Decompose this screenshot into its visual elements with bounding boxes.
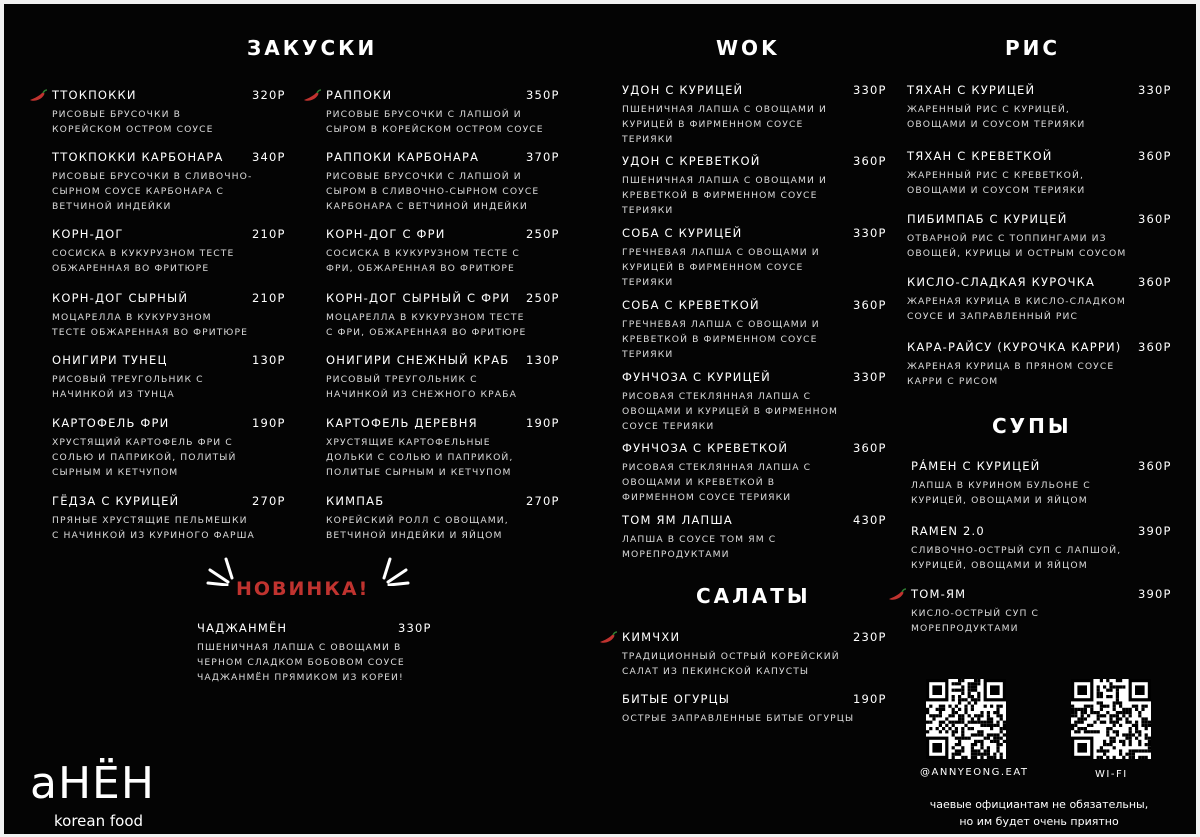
description-line: ФРИ, ОБЖАРЕННАЯ ВО ФРИТЮРЕ: [326, 263, 515, 274]
sparkle-lines-icon: [380, 556, 410, 590]
item-name: КИМЧХИ: [622, 630, 681, 644]
item-description: [326, 372, 517, 402]
description-line: КРЕВЕТКОЙ В ФИРМЕННОМ СОУСЕ: [622, 190, 818, 201]
item-price: 330Р: [853, 83, 887, 97]
item-name: ТТОКПОККИ КАРБОНАРА: [52, 150, 224, 164]
description-line: ОВОЩАМИ И КРЕВЕТКОЙ В: [622, 477, 776, 488]
item-description: [52, 435, 237, 480]
item-description: [622, 532, 776, 562]
item-price: 370Р: [526, 150, 560, 164]
wifi-label: WI-FI: [1095, 769, 1128, 780]
description-line: ТЕРИЯКИ: [622, 134, 674, 145]
zakuski-title: ЗАКУСКИ: [247, 36, 378, 60]
item-price: 390Р: [1138, 587, 1172, 601]
item-name: КОРН-ДОГ СЫРНЫЙ: [52, 291, 189, 305]
item-name: ТОМ-ЯМ: [911, 587, 967, 601]
tips-line: чаевые официантам не обязательны,: [929, 798, 1149, 811]
description-line: СЛИВОЧНО-ОСТРЫЙ СУП С ЛАПШОЙ,: [911, 545, 1122, 556]
item-price: 340Р: [252, 150, 286, 164]
tips-line: но им будет очень приятно: [959, 815, 1119, 828]
wifi-qr-code-icon[interactable]: [1071, 679, 1151, 759]
description-line: ГРЕЧНЕВАЯ ЛАПША С ОВОЩАМИ И: [622, 247, 820, 258]
description-line: КРЕВЕТКОЙ В ФИРМЕННОМ СОУСЕ: [622, 334, 818, 345]
item-description: [907, 102, 1085, 132]
description-line: ГРЕЧНЕВАЯ ЛАПША С ОВОЩАМИ И: [622, 319, 820, 330]
description-line: ТЕСТЕ ОБЖАРЕННАЯ ВО ФРИТЮРЕ: [52, 327, 248, 338]
description-line: СЫРНЫМ И КЕТЧУПОМ: [52, 467, 179, 478]
item-name: КИСЛО-СЛАДКАЯ КУРОЧКА: [907, 275, 1096, 289]
item-description: [622, 317, 820, 362]
item-name: СОБА С КРЕВЕТКОЙ: [622, 298, 760, 312]
description-line: ЛАПША В СОУСЕ ТОМ ЯМ С: [622, 534, 777, 545]
item-name: RAMEN 2.0: [911, 524, 985, 538]
item-price: 130Р: [526, 353, 560, 367]
description-line: СОСИСКА В КУКУРУЗНОМ ТЕСТЕ: [52, 248, 235, 259]
item-name: УДОН С КУРИЦЕЙ: [622, 83, 744, 97]
item-description: [911, 606, 1039, 636]
item-description: [907, 359, 1114, 389]
item-description: [326, 513, 509, 543]
item-price: 130Р: [252, 353, 286, 367]
item-description: [52, 246, 234, 276]
description-line: РИСОВЫЕ БРУСОЧКИ С ЛАПШОЙ И: [326, 109, 522, 120]
item-price: 210Р: [252, 227, 286, 241]
item-description: [911, 543, 1121, 573]
item-name: ТОМ ЯМ ЛАПША: [622, 513, 733, 527]
description-line: ХРУСТЯЩИЕ КАРТОФЕЛЬНЫЕ: [326, 437, 491, 448]
description-line: ЖАРЕННЫЙ РИС С КУРИЦЕЙ,: [907, 104, 1070, 115]
item-description: [622, 711, 854, 726]
item-name: КАРА-РАЙСУ (КУРОЧКА КАРРИ): [907, 340, 1122, 354]
description-line: РИСОВЫЕ БРУСОЧКИ В СЛИВОЧНО-: [52, 171, 253, 182]
item-price: 270Р: [526, 494, 560, 508]
description-line: ТРАДИЦИОННЫЙ ОСТРЫЙ КОРЕЙСКИЙ: [622, 651, 840, 662]
item-price: 270Р: [252, 494, 286, 508]
description-line: ДОЛЬКИ С СОЛЬЮ И ПАПРИКОЙ,: [326, 452, 514, 463]
description-line: ПШЕНИЧНАЯ ЛАПША С ОВОЩАМИ В: [197, 642, 402, 653]
item-price: 360Р: [853, 441, 887, 455]
instagram-qr-code-icon[interactable]: [926, 679, 1006, 759]
description-line: ЖАРЕНАЯ КУРИЦА В КИСЛО-СЛАДКОМ: [907, 296, 1126, 307]
wok-title: WOK: [716, 36, 780, 60]
description-line: ВЕТЧИНОЙ ИНДЕЙКИ И ЯЙЦОМ: [326, 530, 503, 541]
item-description: [622, 649, 840, 679]
description-line: ЖАРЕННЫЙ РИС С КРЕВЕТКОЙ,: [907, 170, 1084, 181]
chili-pepper-icon: [28, 88, 48, 102]
description-line: КОРЕЙСКОМ ОСТРОМ СОУСЕ: [52, 124, 214, 135]
description-line: СЫРОМ В КОРЕЙСКОМ ОСТРОМ СОУСЕ: [326, 124, 544, 135]
item-name: КОРН-ДОГ С ФРИ: [326, 227, 446, 241]
description-line: ТЕРИЯКИ: [622, 205, 674, 216]
item-price: 210Р: [252, 291, 286, 305]
description-line: МОЦАРЕЛЛА В КУКУРУЗНОМ: [52, 312, 212, 323]
chili-pepper-icon: [887, 587, 907, 601]
description-line: РИСОВАЯ СТЕКЛЯННАЯ ЛАПША С: [622, 462, 812, 473]
description-line: НАЧИНКОЙ ИЗ СНЕЖНОГО КРАБА: [326, 389, 517, 400]
item-price: 190Р: [853, 692, 887, 706]
description-line: МОРЕПРОДУКТАМИ: [622, 549, 730, 560]
description-line: ЧАДЖАНМЁН ПРЯМИКОМ ИЗ КОРЕИ!: [197, 672, 404, 683]
description-line: МОРЕПРОДУКТАМИ: [911, 623, 1019, 634]
description-line: КИСЛО-ОСТРЫЙ СУП С: [911, 608, 1040, 619]
item-price: 330Р: [1138, 83, 1172, 97]
instagram-handle[interactable]: @ANNYEONG.EAT: [920, 767, 1029, 778]
description-line: ОВОЩАМИ И КУРИЦЕЙ В ФИРМЕННОМ: [622, 406, 839, 417]
item-price: 360Р: [1138, 149, 1172, 163]
item-description: [326, 310, 526, 340]
description-line: МОЦАРЕЛЛА В КУКУРУЗНОМ ТЕСТЕ: [326, 312, 525, 323]
item-price: 360Р: [1138, 340, 1172, 354]
item-description: [326, 435, 513, 480]
description-line: НАЧИНКОЙ ИЗ ТУНЦА: [52, 389, 175, 400]
item-name: БИТЫЕ ОГУРЦЫ: [622, 692, 731, 706]
item-name: ТТОКПОККИ: [52, 88, 137, 102]
chili-pepper-icon: [302, 88, 322, 102]
salaty-title: САЛАТЫ: [696, 584, 811, 608]
description-line: РИСОВЫЕ БРУСОЧКИ В: [52, 109, 182, 120]
item-price: 190Р: [526, 416, 560, 430]
item-name: КАРТОФЕЛЬ ФРИ: [52, 416, 170, 430]
description-line: КУРИЦЕЙ В ФИРМЕННОМ СОУСЕ: [622, 119, 804, 130]
supy-title: СУПЫ: [992, 414, 1072, 438]
description-line: С НАЧИНКОЙ ИЗ КУРИНОГО ФАРША: [52, 530, 255, 541]
item-description: [622, 389, 838, 434]
item-description: [326, 107, 544, 137]
item-name: КАРТОФЕЛЬ ДЕРЕВНЯ: [326, 416, 478, 430]
description-line: КАРРИ С РИСОМ: [907, 376, 999, 387]
item-price: 320Р: [252, 88, 286, 102]
item-price: 360Р: [1138, 275, 1172, 289]
description-line: ОВОЩЕЙ, КУРИЦЫ И ОСТРЫМ СОУСОМ: [907, 248, 1127, 259]
item-name: ЧАДЖАНМЁН: [197, 621, 288, 635]
item-description: [907, 168, 1085, 198]
item-name: СОБА С КУРИЦЕЙ: [622, 226, 743, 240]
item-description: [326, 169, 539, 214]
item-price: 230Р: [853, 630, 887, 644]
description-line: ПШЕНИЧНАЯ ЛАПША С ОВОЩАМИ И: [622, 104, 827, 115]
item-description: [52, 310, 248, 340]
item-name: ОНИГИРИ СНЕЖНЫЙ КРАБ: [326, 353, 510, 367]
item-name: КОРН-ДОГ СЫРНЫЙ С ФРИ: [326, 291, 511, 305]
item-price: 190Р: [252, 416, 286, 430]
item-description: [622, 173, 827, 218]
item-price: 330Р: [398, 621, 432, 635]
item-price: 350Р: [526, 88, 560, 102]
description-line: КАРБОНАРА С ВЕТЧИНОЙ ИНДЕЙКИ: [326, 201, 528, 212]
tips-note: [914, 796, 1164, 830]
description-line: ОВОЩАМИ И СОУСОМ ТЕРИЯКИ: [907, 119, 1086, 130]
item-name: РАППОКИ КАРБОНАРА: [326, 150, 480, 164]
description-line: КУРИЦЕЙ, ОВОЩАМИ И ЯЙЦОМ: [911, 495, 1088, 506]
item-description: [52, 169, 252, 214]
item-price: 330Р: [853, 370, 887, 384]
description-line: СЫРНОМ СОУСЕ КАРБОНАРА С: [52, 186, 225, 197]
item-description: [622, 460, 811, 505]
item-price: 360Р: [1138, 459, 1172, 473]
description-line: КУРИЦЕЙ, ОВОЩАМИ И ЯЙЦОМ: [911, 560, 1088, 571]
description-line: СОСИСКА В КУКУРУЗНОМ ТЕСТЕ С: [326, 248, 520, 259]
item-price: 430Р: [853, 513, 887, 527]
sparkle-lines-icon: [206, 556, 236, 590]
description-line: РИСОВЫЕ БРУСОЧКИ С ЛАПШОЙ И: [326, 171, 522, 182]
item-description: [622, 245, 820, 290]
item-name: ПИБИМПАБ С КУРИЦЕЙ: [907, 212, 1068, 226]
description-line: ПШЕНИЧНАЯ ЛАПША С ОВОЩАМИ И: [622, 175, 827, 186]
item-name: РÁМЕН С КУРИЦЕЙ: [911, 459, 1041, 473]
new-item-badge: НОВИНКА!: [236, 578, 370, 600]
description-line: С ФРИ, ОБЖАРЕННАЯ ВО ФРИТЮРЕ: [326, 327, 527, 338]
description-line: КУРИЦЕЙ В ФИРМЕННОМ СОУСЕ: [622, 262, 804, 273]
description-line: РИСОВАЯ СТЕКЛЯННАЯ ЛАПША С: [622, 391, 812, 402]
description-line: СОУСЕ И ЗАПРАВЛЕННЫЙ РИС: [907, 311, 1079, 322]
item-name: ГЁДЗА С КУРИЦЕЙ: [52, 494, 180, 508]
description-line: ОТВАРНОЙ РИС С ТОППИНГАМИ ИЗ: [907, 233, 1107, 244]
item-name: ФУНЧОЗА С КРЕВЕТКОЙ: [622, 441, 789, 455]
description-line: ФИРМЕННОМ СОУСЕ ТЕРИЯКИ: [622, 492, 792, 503]
ris-title: РИС: [1005, 36, 1061, 60]
brand-logo: аНЁН: [30, 758, 155, 809]
description-line: СОЛЬЮ И ПАПРИКОЙ, ПОЛИТЫЙ: [52, 452, 237, 463]
description-line: ОВОЩАМИ И СОУСОМ ТЕРИЯКИ: [907, 185, 1086, 196]
description-line: ТЕРИЯКИ: [622, 277, 674, 288]
description-line: ТЕРИЯКИ: [622, 349, 674, 360]
item-price: 330Р: [853, 226, 887, 240]
description-line: ЧЕРНОМ СЛАДКОМ БОБОВОМ СОУСЕ: [197, 657, 405, 668]
item-description: [911, 478, 1091, 508]
item-price: 250Р: [526, 227, 560, 241]
description-line: КОРЕЙСКИЙ РОЛЛ С ОВОЩАМИ,: [326, 515, 509, 526]
item-description: [52, 513, 255, 543]
item-name: ФУНЧОЗА С КУРИЦЕЙ: [622, 370, 771, 384]
description-line: ВЕТЧИНОЙ ИНДЕЙКИ: [52, 201, 172, 212]
item-price: 360Р: [853, 154, 887, 168]
chili-pepper-icon: [598, 630, 618, 644]
item-name: ОНИГИРИ ТУНЕЦ: [52, 353, 168, 367]
item-description: [907, 231, 1126, 261]
description-line: РИСОВЫЙ ТРЕУГОЛЬНИК С: [326, 374, 478, 385]
item-price: 360Р: [853, 298, 887, 312]
description-line: СОУСЕ ТЕРИЯКИ: [622, 421, 715, 432]
item-description: [622, 102, 827, 147]
item-name: ТЯХАН С КРЕВЕТКОЙ: [907, 149, 1053, 163]
item-price: 390Р: [1138, 524, 1172, 538]
description-line: ПОЛИТЫЕ СЫРНЫМ И КЕТЧУПОМ: [326, 467, 512, 478]
item-price: 360Р: [1138, 212, 1172, 226]
description-line: ЖАРЕНАЯ КУРИЦА В ПРЯНОМ СОУСЕ: [907, 361, 1115, 372]
description-line: ПРЯНЫЕ ХРУСТЯЩИЕ ПЕЛЬМЕШКИ: [52, 515, 248, 526]
description-line: ОСТРЫЕ ЗАПРАВЛЕННЫЕ БИТЫЕ ОГУРЦЫ: [622, 713, 855, 724]
item-name: УДОН С КРЕВЕТКОЙ: [622, 154, 761, 168]
item-name: РАППОКИ: [326, 88, 393, 102]
description-line: ХРУСТЯЩИЙ КАРТОФЕЛЬ ФРИ С: [52, 437, 233, 448]
description-line: СЫРОМ В СЛИВОЧНО-СЫРНОМ СОУСЕ: [326, 186, 540, 197]
description-line: ОБЖАРЕННАЯ ВО ФРИТЮРЕ: [52, 263, 210, 274]
description-line: РИСОВЫЙ ТРЕУГОЛЬНИК С: [52, 374, 204, 385]
item-description: [52, 107, 214, 137]
item-description: [52, 372, 204, 402]
description-line: САЛАТ ИЗ ПЕКИНСКОЙ КАПУСТЫ: [622, 666, 810, 677]
item-description: [907, 294, 1126, 324]
brand-subtitle: korean food: [54, 812, 144, 830]
item-name: КОРН-ДОГ: [52, 227, 124, 241]
description-line: ЛАПША В КУРИНОМ БУЛЬОНЕ С: [911, 480, 1091, 491]
menu-panel: [4, 4, 1196, 834]
item-description: [326, 246, 520, 276]
item-price: 250Р: [526, 291, 560, 305]
item-description: [197, 640, 405, 685]
item-name: ТЯХАН С КУРИЦЕЙ: [907, 83, 1036, 97]
item-name: КИМПАБ: [326, 494, 385, 508]
